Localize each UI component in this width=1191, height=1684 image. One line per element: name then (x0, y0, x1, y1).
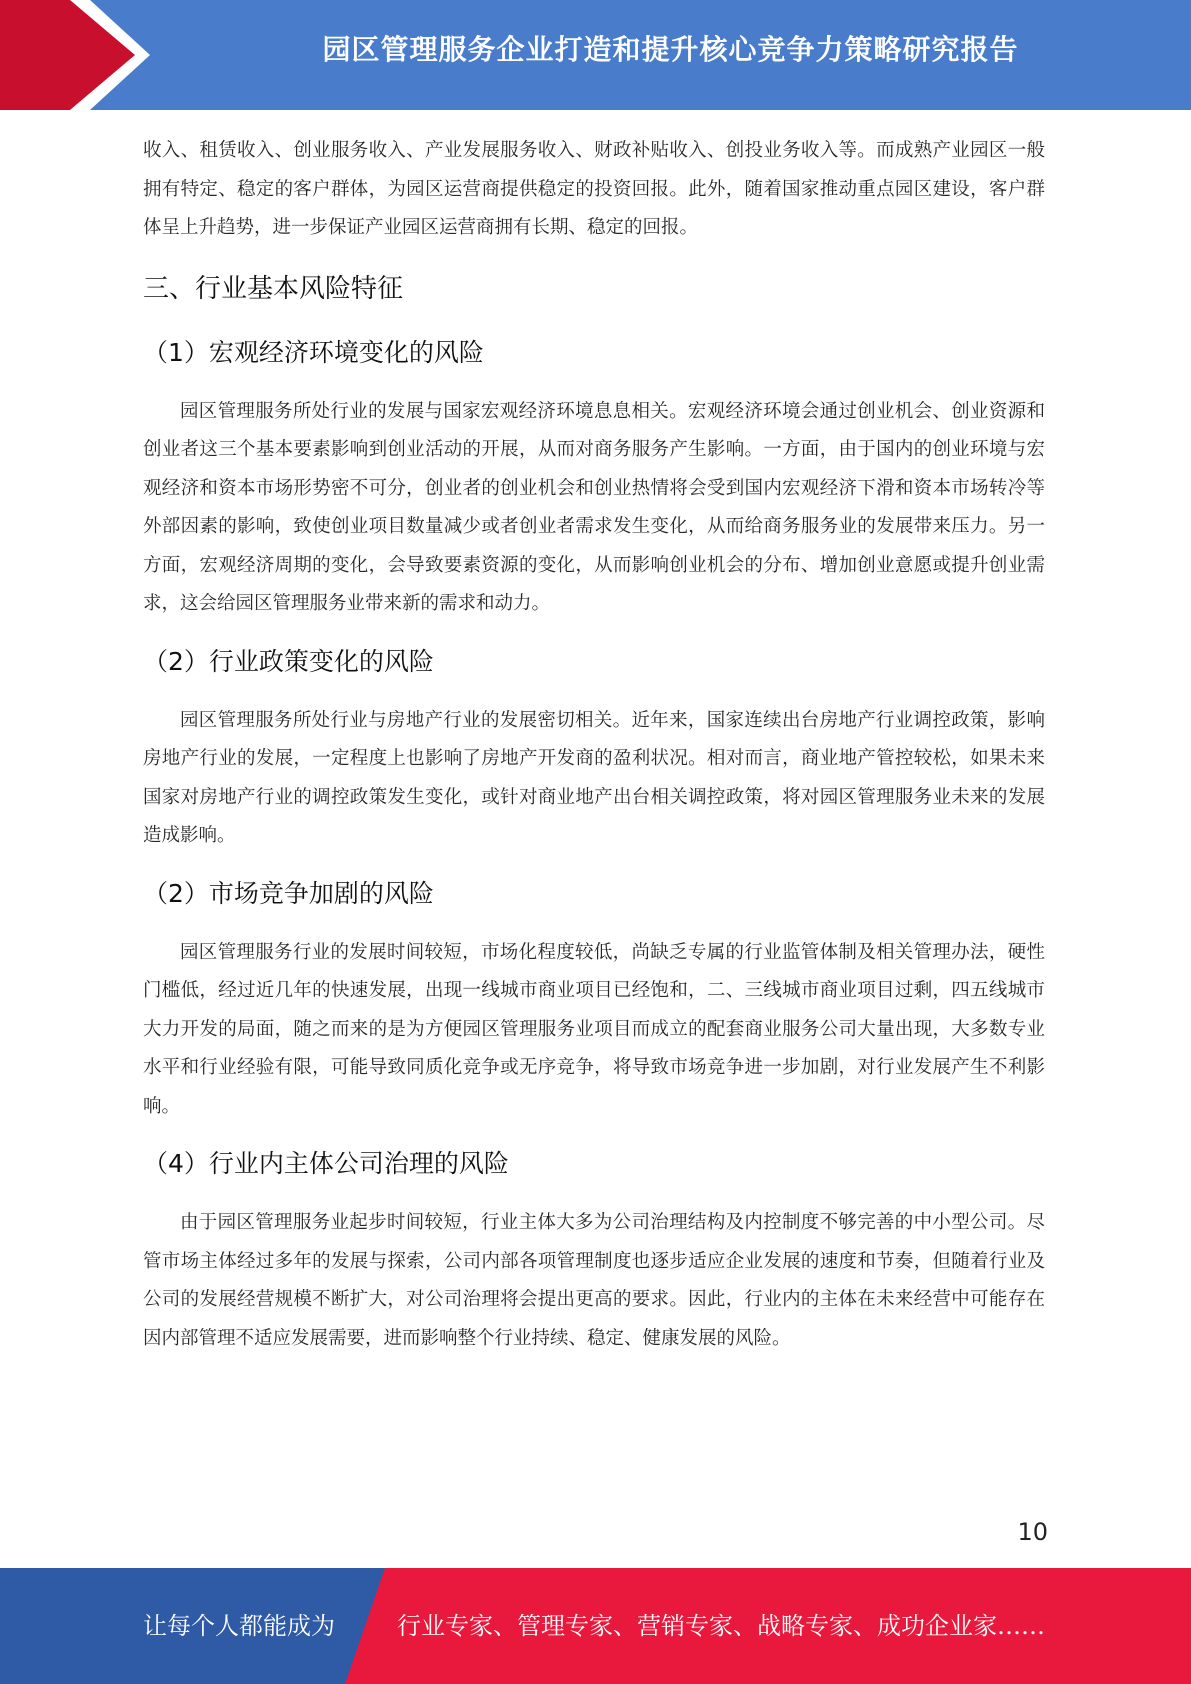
page-header (0, 0, 1191, 110)
document-body (143, 132, 1045, 1358)
subsection-paragraph-3: 园区管理服务行业的发展时间较短，市场化程度较低，尚缺乏专属的行业监管体制及相关管理办法，硬性门槛低，经过近几年的快速发展，出现一线城市商业项目已经饱和，二、三线城市商业项目过剩，四五线城市大力开发的局面，随之而来的是为方便园区管理服务业项目而成立的配套商业服务公司大量出现，大多数专业水平和行业经验有限，可能导致同质化竞争或无序竞争，将导致市场竞争进一步加剧，对行业发展产生不利影响。 (143, 941, 1045, 1117)
footer-slogan-left: 让每个人都能成为 (143, 1612, 335, 1640)
page-number: 10 (1017, 1518, 1048, 1546)
intro-paragraph: 收入、租赁收入、创业服务收入、产业发展服务收入、财政补贴收入、创投业务收入等。而成熟产业园区一般拥有特定、稳定的客户群体，为园区运营商提供稳定的投资回报。此外，随着国家推动重点园区建设，客户群体呈上升趋势，进一步保证产业园区运营商拥有长期、稳定的回报。 (143, 140, 1045, 238)
page-footer (0, 1568, 1191, 1684)
footer-slogan-right: 行业专家、管理专家、营销专家、战略专家、成功企业家…… (397, 1612, 1045, 1640)
subsection-paragraph-1: 园区管理服务所处行业的发展与国家宏观经济环境息息相关。宏观经济环境会通过创业机会、创业资源和创业者这三个基本要素影响到创业活动的开展，从而对商务服务产生影响。一方面，由于国内的创业环境与宏观经济和资本市场形势密不可分，创业者的创业机会和创业热情将会受到国内宏观经济下滑和资本市场转冷等外部因素的影响，致使创业项目数量减少或者创业者需求发生变化，从而给商务服务业的发展带来压力。另一方面，宏观经济周期的变化，会导致要素资源的变化，从而影响创业机会的分布、增加创业意愿或提升创业需求，这会给园区管理服务业带来新的需求和动力。 (143, 400, 1045, 614)
subsection-heading-4: （4）行业内主体公司治理的风险 (143, 1149, 509, 1178)
report-title: 园区管理服务企业打造和提升核心竞争力策略研究报告 (322, 33, 1019, 66)
subsection-paragraph-2: 园区管理服务所处行业与房地产行业的发展密切相关。近年来，国家连续出台房地产行业调控政策，影响房地产行业的发展，一定程度上也影响了房地产开发商的盈利状况。相对而言，商业地产管控较松，如果未来国家对房地产行业的调控政策发生变化，或针对商业地产出台相关调控政策，将对园区管理服务业未来的发展造成影响。 (143, 709, 1045, 846)
section-heading: 三、行业基本风险特征 (143, 273, 404, 304)
subsection-heading-3: （2）市场竞争加剧的风险 (143, 878, 434, 908)
subsection-heading-2: （2）行业政策变化的风险 (143, 646, 434, 676)
subsection-heading-1: （1）宏观经济环境变化的风险 (143, 337, 484, 367)
subsection-paragraph-4: 由于园区管理服务业起步时间较短，行业主体大多为公司治理结构及内控制度不够完善的中小型公司。尽管市场主体经过多年的发展与探索，公司内部各项管理制度也逐步适应企业发展的速度和节奏，但随着行业及公司的发展经营规模不断扩大，对公司治理将会提出更高的要求。因此，行业内的主体在未来经营中可能存在因内部管理不适应发展需要，进而影响整个行业持续、稳定、健康发展的风险。 (143, 1212, 1045, 1349)
